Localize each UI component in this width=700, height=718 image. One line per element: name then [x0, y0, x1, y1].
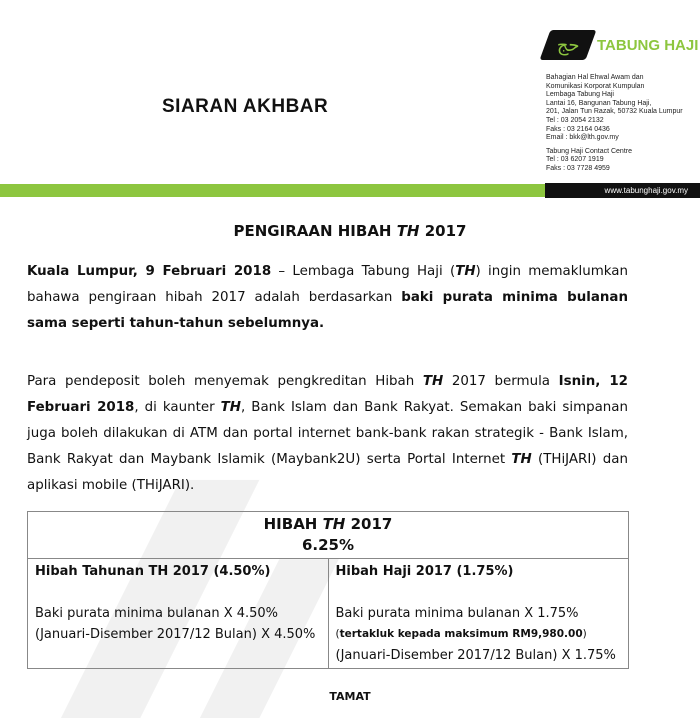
- contact-line: 201, Jalan Tun Razak, 50732 Kuala Lumpur: [546, 108, 683, 116]
- contact-line: Tabung Haji Contact Centre: [546, 147, 632, 155]
- contact-line: Tel : 03 6207 1919: [546, 156, 604, 164]
- text: TH: [455, 264, 476, 279]
- logo-mark-icon: ﺣﺞ: [540, 30, 597, 60]
- total-rate: 6.25%: [301, 536, 355, 554]
- tabung-haji-logo: [545, 30, 698, 60]
- contact-line: Lembaga Tabung Haji: [546, 91, 614, 99]
- contact-line: Bahagian Hal Ehwal Awam dan: [546, 74, 644, 81]
- website-bar: [545, 183, 700, 198]
- formula-line: (Januari-Disember 2017/12 Bulan) X 1.75%: [335, 648, 616, 663]
- text: Para pendeposit boleh menyemak pengkreditan Hibah: [27, 374, 423, 389]
- contact-line: Lantai 16, Bangunan Tabung Haji,: [546, 99, 652, 107]
- text: – Lembaga Tabung Haji (: [271, 264, 456, 279]
- text: , di kaunter: [134, 400, 221, 415]
- start-date: Isnin, 12 Februari 2018: [27, 374, 628, 415]
- paragraph-2: [27, 369, 628, 499]
- table-title: HIBAH TH 2017: [263, 515, 393, 533]
- end-marker: TAMAT: [329, 690, 371, 703]
- text: TH: [511, 452, 532, 467]
- contact-line: Faks : 03 2164 0436: [546, 125, 610, 133]
- website-link[interactable]: www.tabunghaji.gov.my: [604, 186, 688, 195]
- hibah-table: [27, 511, 629, 669]
- formula-line: (Januari-Disember 2017/12 Bulan) X 4.50%: [35, 627, 316, 642]
- contact-line: Email : bkk@lth.gov.my: [546, 134, 619, 142]
- max-note: tertakluk kepada maksimum RM9,980.00: [339, 628, 583, 640]
- table-header: [28, 512, 629, 559]
- text: (THiJARI) dan aplikasi mobile (THiJARI).: [27, 452, 628, 493]
- text: ) ingin memaklumkan bahawa pengiraan hibah 2017 adalah berdasarkan: [27, 264, 628, 305]
- paragraph-1: [27, 259, 628, 337]
- text: TH: [220, 400, 241, 415]
- table-cell-annual: [28, 559, 329, 669]
- text: TH: [422, 374, 444, 389]
- cell-heading: Hibah Tahunan TH 2017 (4.50%): [35, 564, 271, 579]
- press-release-heading: SIARAN AKHBAR: [162, 96, 329, 117]
- document-title: PENGIRAAN HIBAH TH 2017: [233, 222, 467, 240]
- contact-line: Faks : 03 7728 4959: [546, 164, 610, 172]
- place-date: Kuala Lumpur, 9 Februari 2018: [27, 264, 272, 279]
- contact-line: Tel : 03 2054 2132: [546, 116, 604, 124]
- formula-line: Baki purata minima bulanan X 1.75%: [335, 606, 579, 621]
- formula-line: Baki purata minima bulanan X 4.50%: [35, 606, 279, 621]
- text: , Bank Islam dan Bank Rakyat. Semakan baki simpanan juga boleh dilakukan di ATM dan portal internet bank-bank rakan strategik - Bank Islam, Bank Rakyat dan Maybank Islamik (Maybank2U) serta Portal Internet: [27, 400, 628, 467]
- logo-text: TABUNG HAJI: [597, 36, 699, 54]
- green-divider-bar: [0, 184, 545, 197]
- contact-line: Komunikasi Korporat Kumpulan: [546, 82, 645, 90]
- table-cell-haji: Hibah Haji 2017 (1.75%) Baki purata minima bulanan X 1.75% (tertakluk kepada maksimum RM9,980.00) (Januari-Disember 2017/12 Bulan) X 1.75%: [328, 559, 629, 669]
- contact-block: [546, 74, 683, 174]
- text: 2017 bermula: [443, 374, 559, 389]
- cell-heading: Hibah Haji 2017 (1.75%): [335, 564, 514, 579]
- emphasis: baki purata minima bulanan sama seperti tahun-tahun sebelumnya.: [27, 290, 628, 331]
